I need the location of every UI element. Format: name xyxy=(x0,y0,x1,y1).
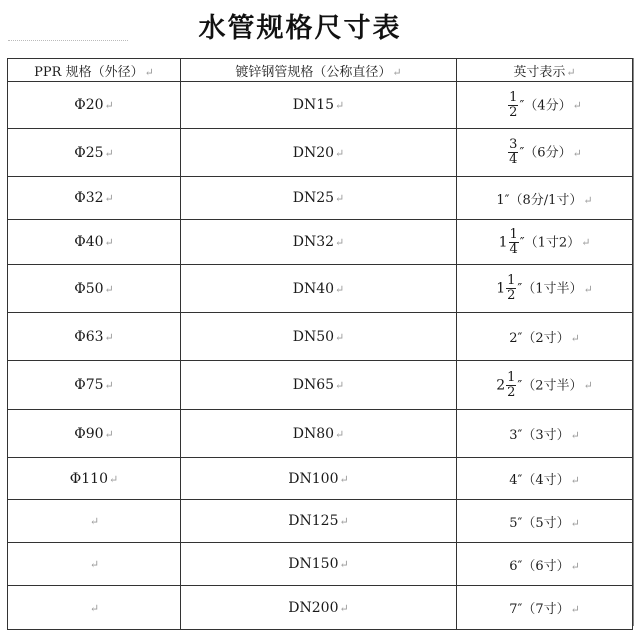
inch-whole: 1 xyxy=(496,280,506,297)
cell-dn xyxy=(181,220,457,265)
cell-ppr xyxy=(8,177,181,220)
para-mark: ↵ xyxy=(104,236,114,249)
dn-value: DN32 xyxy=(292,234,335,250)
para-mark: ↵ xyxy=(89,515,100,528)
inch-fraction xyxy=(508,138,518,167)
fraction-numerator: 3 xyxy=(509,137,518,152)
table-row xyxy=(8,313,633,361)
inch-fraction xyxy=(506,371,516,400)
dn-value: DN50 xyxy=(292,328,335,345)
para-mark: ↵ xyxy=(335,379,345,392)
ppr-value: Φ50 xyxy=(74,280,104,297)
cell-inch xyxy=(457,313,633,361)
table-row xyxy=(8,500,633,543)
inch-fraction xyxy=(509,228,519,257)
fraction-numerator: 1 xyxy=(509,89,518,105)
cell-dn xyxy=(181,177,457,220)
fraction-numerator: 1 xyxy=(509,226,518,242)
cell-dn xyxy=(181,543,457,586)
table-row xyxy=(8,129,633,177)
cell-inch xyxy=(457,458,633,500)
inch-text: 7″（7寸） xyxy=(509,602,570,617)
pipe-spec-table xyxy=(7,58,633,630)
para-mark: ↵ xyxy=(570,332,580,345)
cell-ppr xyxy=(8,410,181,458)
inch-text: 3″（3寸） xyxy=(509,428,570,443)
header-ppr xyxy=(8,59,181,82)
dn-value: DN65 xyxy=(292,377,335,393)
table-row xyxy=(8,410,633,458)
cell-dn xyxy=(181,586,457,630)
cell-ppr xyxy=(8,500,181,543)
cell-ppr xyxy=(8,586,181,630)
ppr-value: Φ20 xyxy=(74,97,104,113)
para-mark: ↵ xyxy=(572,99,582,112)
page-title: 水管规格尺寸表 xyxy=(198,13,402,44)
inch-text: 1″（8分/1寸） xyxy=(496,192,583,208)
para-mark: ↵ xyxy=(339,601,349,615)
fraction-denominator: 2 xyxy=(507,288,516,303)
inch-fraction xyxy=(508,91,518,120)
cell-ppr xyxy=(8,361,181,410)
table-row xyxy=(8,586,633,630)
para-mark: ↵ xyxy=(89,601,100,615)
para-mark: ↵ xyxy=(583,379,593,392)
dn-value: DN150 xyxy=(288,556,339,572)
table-body xyxy=(8,82,633,630)
para-mark: ↵ xyxy=(89,558,100,571)
cell-dn xyxy=(181,361,457,410)
cell-dn xyxy=(181,82,457,129)
cell-inch xyxy=(457,220,633,265)
ppr-value: Φ90 xyxy=(74,425,104,442)
inch-text: ″（2寸半） xyxy=(517,378,583,393)
dn-value: DN80 xyxy=(292,425,335,442)
para-mark: ↵ xyxy=(104,99,114,112)
inch-text: 6″（6寸） xyxy=(509,558,570,574)
inch-text: ″（1寸半） xyxy=(517,281,583,297)
inch-text: 4″（4寸） xyxy=(509,473,570,488)
cell-inch xyxy=(457,500,633,543)
cell-inch xyxy=(457,543,633,586)
para-mark: ↵ xyxy=(339,515,349,528)
cell-inch xyxy=(457,129,633,177)
ppr-value: Φ110 xyxy=(69,470,108,487)
para-mark: ↵ xyxy=(570,429,580,442)
dn-value: DN40 xyxy=(292,280,335,297)
para-mark: ↵ xyxy=(566,65,576,79)
para-mark: ↵ xyxy=(335,192,345,205)
cell-dn xyxy=(181,265,457,313)
para-mark: ↵ xyxy=(570,603,580,616)
dn-value: DN20 xyxy=(292,144,335,161)
cell-ppr xyxy=(8,129,181,177)
header-ppr-label: PPR 规格（外径） xyxy=(34,64,144,80)
para-mark: ↵ xyxy=(339,558,349,571)
para-mark: ↵ xyxy=(104,379,114,392)
fraction-denominator: 4 xyxy=(509,241,518,257)
para-mark: ↵ xyxy=(104,282,114,296)
cell-inch xyxy=(457,177,633,220)
ppr-value: Φ75 xyxy=(74,377,104,393)
dn-value: DN200 xyxy=(288,599,339,616)
cell-dn xyxy=(181,410,457,458)
table-row xyxy=(8,543,633,586)
para-mark: ↵ xyxy=(335,99,345,112)
para-mark: ↵ xyxy=(392,65,402,79)
ppr-value: Φ32 xyxy=(74,190,104,206)
dn-value: DN100 xyxy=(288,470,339,487)
cell-inch xyxy=(457,82,633,129)
ppr-value: Φ40 xyxy=(74,234,104,250)
cell-inch xyxy=(457,586,633,630)
inch-text: ″（6分） xyxy=(519,145,572,161)
table-row xyxy=(8,458,633,500)
para-mark: ↵ xyxy=(144,65,154,79)
fraction-denominator: 2 xyxy=(509,104,518,120)
header-row xyxy=(8,59,633,82)
faint-rule xyxy=(8,40,128,49)
table-row xyxy=(8,265,633,313)
table-row xyxy=(8,361,633,410)
cell-inch xyxy=(457,265,633,313)
dn-value: DN125 xyxy=(288,513,339,529)
header-dn xyxy=(181,59,457,82)
page-edge-line xyxy=(633,58,640,626)
inch-text: 2″（2寸） xyxy=(509,331,570,346)
table-row xyxy=(8,82,633,129)
para-mark: ↵ xyxy=(335,146,345,160)
table-row xyxy=(8,220,633,265)
inch-whole: 2 xyxy=(496,377,506,393)
para-mark: ↵ xyxy=(583,282,593,296)
para-mark: ↵ xyxy=(104,330,114,344)
cell-dn xyxy=(181,129,457,177)
para-mark: ↵ xyxy=(104,427,114,441)
cell-dn xyxy=(181,458,457,500)
para-mark: ↵ xyxy=(339,472,349,486)
inch-text: 5″（5寸） xyxy=(509,515,570,531)
fraction-numerator: 1 xyxy=(507,369,516,385)
para-mark: ↵ xyxy=(335,282,345,296)
cell-inch xyxy=(457,361,633,410)
para-mark: ↵ xyxy=(108,472,119,486)
table-row xyxy=(8,177,633,220)
inch-fraction xyxy=(506,274,516,303)
para-mark: ↵ xyxy=(335,236,345,249)
fraction-denominator: 2 xyxy=(507,384,516,400)
cell-inch xyxy=(457,410,633,458)
cell-ppr xyxy=(8,543,181,586)
para-mark: ↵ xyxy=(570,474,580,487)
cell-dn xyxy=(181,313,457,361)
para-mark: ↵ xyxy=(335,330,345,344)
inch-whole: 1 xyxy=(498,234,508,250)
para-mark: ↵ xyxy=(570,516,580,530)
header-dn-label: 镀锌钢管规格（公称直径） xyxy=(235,64,392,80)
para-mark: ↵ xyxy=(572,146,582,160)
cell-ppr xyxy=(8,265,181,313)
header-inch-label: 英寸表示 xyxy=(513,64,566,80)
cell-ppr xyxy=(8,82,181,129)
para-mark: ↵ xyxy=(583,193,593,207)
para-mark: ↵ xyxy=(104,146,114,160)
cell-ppr xyxy=(8,458,181,500)
inch-text: ″（1寸2） xyxy=(519,235,581,250)
para-mark: ↵ xyxy=(104,192,114,205)
header-inch xyxy=(457,59,633,82)
dn-value: DN25 xyxy=(292,190,335,206)
cell-ppr xyxy=(8,220,181,265)
inch-text: ″（4分） xyxy=(519,98,572,113)
para-mark: ↵ xyxy=(335,427,345,441)
fraction-denominator: 4 xyxy=(509,152,518,167)
dn-value: DN15 xyxy=(292,97,335,113)
ppr-value: Φ25 xyxy=(74,144,104,161)
ppr-value: Φ63 xyxy=(74,328,104,345)
fraction-numerator: 1 xyxy=(507,273,516,288)
cell-ppr xyxy=(8,313,181,361)
para-mark: ↵ xyxy=(581,236,591,249)
cell-dn xyxy=(181,500,457,543)
para-mark: ↵ xyxy=(570,559,580,573)
